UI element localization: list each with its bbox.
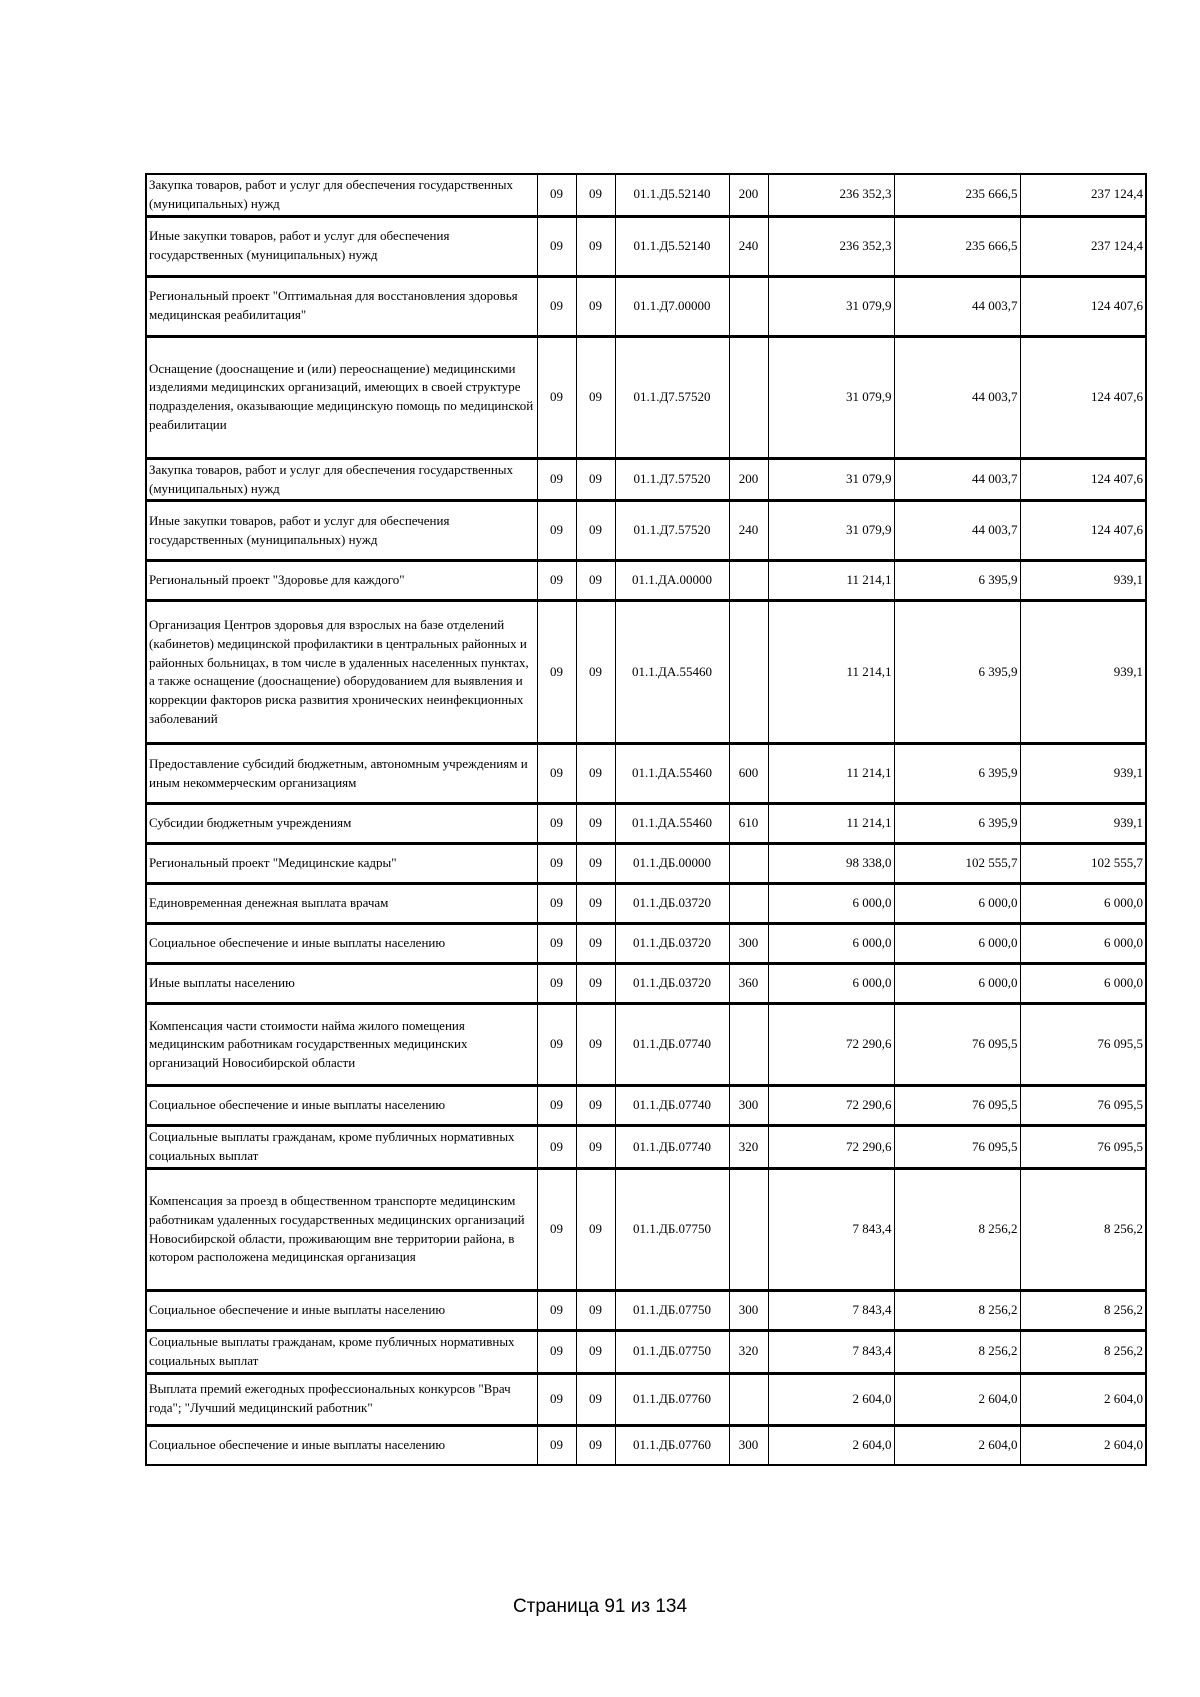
table-row xyxy=(146,844,1146,884)
table-cell-target-article: 01.1.ДБ.07740 xyxy=(615,1004,729,1086)
table-cell-target-article: 01.1.ДБ.07750 xyxy=(615,1331,729,1374)
table-cell-amount-year2: 2 604,0 xyxy=(894,1425,1020,1465)
table-row xyxy=(146,964,1146,1004)
table-cell-amount-year1: 31 079,9 xyxy=(768,501,894,561)
table-cell-expense-type: 320 xyxy=(729,1331,768,1374)
table-cell-subsection: 09 xyxy=(576,744,615,804)
table-cell-amount-year1: 6 000,0 xyxy=(768,964,894,1004)
table-row xyxy=(146,276,1146,336)
table-cell-target-article: 01.1.ДБ.03720 xyxy=(615,924,729,964)
table-cell-section: 09 xyxy=(537,744,576,804)
table-cell-amount-year2: 44 003,7 xyxy=(894,336,1020,458)
table-cell-section: 09 xyxy=(537,561,576,601)
table-row xyxy=(146,1086,1146,1126)
table-cell-amount-year3: 8 256,2 xyxy=(1020,1291,1146,1331)
table-cell-amount-year3: 8 256,2 xyxy=(1020,1331,1146,1374)
table-cell-target-article: 01.1.ДБ.07740 xyxy=(615,1086,729,1126)
table-cell-name: Региональный проект "Медицинские кадры" xyxy=(146,844,537,884)
table-cell-section: 09 xyxy=(537,216,576,276)
table-cell-section: 09 xyxy=(537,844,576,884)
table-cell-subsection: 09 xyxy=(576,1373,615,1425)
table-cell-amount-year3: 237 124,4 xyxy=(1020,216,1146,276)
table-cell-amount-year2: 102 555,7 xyxy=(894,844,1020,884)
table-cell-amount-year1: 11 214,1 xyxy=(768,744,894,804)
table-row xyxy=(146,924,1146,964)
table-cell-section: 09 xyxy=(537,336,576,458)
table-row xyxy=(146,561,1146,601)
table-cell-section: 09 xyxy=(537,1331,576,1374)
table-cell-amount-year3: 6 000,0 xyxy=(1020,884,1146,924)
table-cell-amount-year1: 31 079,9 xyxy=(768,458,894,501)
table-row xyxy=(146,1004,1146,1086)
table-cell-amount-year1: 31 079,9 xyxy=(768,276,894,336)
table-row xyxy=(146,501,1146,561)
table-cell-amount-year1: 236 352,3 xyxy=(768,216,894,276)
table-cell-amount-year3: 76 095,5 xyxy=(1020,1086,1146,1126)
table-cell-amount-year3: 2 604,0 xyxy=(1020,1373,1146,1425)
table-cell-amount-year3: 76 095,5 xyxy=(1020,1126,1146,1169)
table-cell-target-article: 01.1.ДБ.07750 xyxy=(615,1169,729,1291)
table-cell-subsection: 09 xyxy=(576,1425,615,1465)
table-cell-expense-type: 300 xyxy=(729,1425,768,1465)
table-cell-amount-year3: 939,1 xyxy=(1020,804,1146,844)
table-cell-amount-year3: 2 604,0 xyxy=(1020,1425,1146,1465)
table-cell-name: Организация Центров здоровья для взрослых на базе отделений (кабинетов) медицинской профилактики в центральных районных и районных больницах, в том числе в удаленных населенных пунктах, а также оснащение (дооснащение) оборудованием для выявления и коррекции факторов риска развития хронических неинфекционных заболеваний xyxy=(146,601,537,744)
table-cell-name: Региональный проект "Здоровье для каждого" xyxy=(146,561,537,601)
table-cell-amount-year2: 6 395,9 xyxy=(894,561,1020,601)
table-cell-amount-year3: 6 000,0 xyxy=(1020,964,1146,1004)
table-cell-amount-year1: 72 290,6 xyxy=(768,1004,894,1086)
table-cell-expense-type: 320 xyxy=(729,1126,768,1169)
table-cell-subsection: 09 xyxy=(576,804,615,844)
table-cell-amount-year2: 8 256,2 xyxy=(894,1169,1020,1291)
table-cell-target-article: 01.1.ДБ.03720 xyxy=(615,964,729,1004)
table-cell-name: Социальное обеспечение и иные выплаты населению xyxy=(146,1086,537,1126)
table-cell-target-article: 01.1.ДБ.07740 xyxy=(615,1126,729,1169)
table-row xyxy=(146,216,1146,276)
table-row xyxy=(146,1126,1146,1169)
table-cell-section: 09 xyxy=(537,964,576,1004)
table-cell-amount-year2: 6 000,0 xyxy=(894,924,1020,964)
table-cell-section: 09 xyxy=(537,1086,576,1126)
table-cell-subsection: 09 xyxy=(576,601,615,744)
table-cell-amount-year2: 6 395,9 xyxy=(894,601,1020,744)
table-cell-expense-type xyxy=(729,336,768,458)
table-cell-amount-year1: 6 000,0 xyxy=(768,924,894,964)
table-cell-section: 09 xyxy=(537,1425,576,1465)
table-cell-expense-type: 300 xyxy=(729,1086,768,1126)
table-cell-target-article: 01.1.ДА.55460 xyxy=(615,601,729,744)
table-cell-target-article: 01.1.ДА.55460 xyxy=(615,804,729,844)
table-cell-name: Субсидии бюджетным учреждениям xyxy=(146,804,537,844)
table-cell-subsection: 09 xyxy=(576,1086,615,1126)
table-cell-amount-year1: 11 214,1 xyxy=(768,561,894,601)
table-cell-expense-type: 300 xyxy=(729,1291,768,1331)
table-row xyxy=(146,174,1146,216)
table-cell-amount-year3: 102 555,7 xyxy=(1020,844,1146,884)
table-cell-section: 09 xyxy=(537,884,576,924)
table-cell-subsection: 09 xyxy=(576,216,615,276)
table-cell-amount-year1: 31 079,9 xyxy=(768,336,894,458)
table-row xyxy=(146,601,1146,744)
table-cell-amount-year2: 6 000,0 xyxy=(894,884,1020,924)
table-cell-amount-year1: 72 290,6 xyxy=(768,1126,894,1169)
table-row xyxy=(146,1291,1146,1331)
table-cell-name: Закупка товаров, работ и услуг для обеспечения государственных (муниципальных) нужд xyxy=(146,458,537,501)
table-cell-target-article: 01.1.ДБ.07760 xyxy=(615,1373,729,1425)
table-cell-name: Закупка товаров, работ и услуг для обеспечения государственных (муниципальных) нужд xyxy=(146,174,537,216)
table-cell-expense-type xyxy=(729,844,768,884)
table-cell-amount-year1: 7 843,4 xyxy=(768,1169,894,1291)
table-cell-target-article: 01.1.Д5.52140 xyxy=(615,216,729,276)
table-cell-name: Региональный проект "Оптимальная для восстановления здоровья медицинская реабилитация" xyxy=(146,276,537,336)
table-cell-name: Компенсация за проезд в общественном транспорте медицинским работникам удаленных государственных медицинских организаций Новосибирской области, проживающим вне территории района, в котором расположена медицинская организация xyxy=(146,1169,537,1291)
table-cell-amount-year3: 124 407,6 xyxy=(1020,458,1146,501)
table-cell-amount-year1: 72 290,6 xyxy=(768,1086,894,1126)
table-cell-expense-type: 240 xyxy=(729,216,768,276)
table-cell-amount-year2: 44 003,7 xyxy=(894,458,1020,501)
table-cell-name: Иные закупки товаров, работ и услуг для обеспечения государственных (муниципальных) нужд xyxy=(146,501,537,561)
table-cell-target-article: 01.1.Д5.52140 xyxy=(615,174,729,216)
table-cell-amount-year1: 98 338,0 xyxy=(768,844,894,884)
table-cell-target-article: 01.1.Д7.57520 xyxy=(615,501,729,561)
table-cell-amount-year1: 2 604,0 xyxy=(768,1425,894,1465)
table-cell-name: Компенсация части стоимости найма жилого помещения медицинским работникам государственных медицинских организаций Новосибирской области xyxy=(146,1004,537,1086)
table-cell-expense-type: 300 xyxy=(729,924,768,964)
table-cell-amount-year3: 6 000,0 xyxy=(1020,924,1146,964)
table-cell-expense-type xyxy=(729,561,768,601)
table-cell-subsection: 09 xyxy=(576,1331,615,1374)
table-cell-amount-year3: 939,1 xyxy=(1020,744,1146,804)
table-row xyxy=(146,1169,1146,1291)
table-cell-expense-type: 610 xyxy=(729,804,768,844)
table-cell-expense-type xyxy=(729,1004,768,1086)
table-cell-name: Социальное обеспечение и иные выплаты населению xyxy=(146,1425,537,1465)
table-cell-amount-year3: 939,1 xyxy=(1020,561,1146,601)
table-cell-name: Предоставление субсидий бюджетным, автономным учреждениям и иным некоммерческим организациям xyxy=(146,744,537,804)
table-cell-section: 09 xyxy=(537,924,576,964)
table-cell-name: Социальные выплаты гражданам, кроме публичных нормативных социальных выплат xyxy=(146,1331,537,1374)
table-cell-section: 09 xyxy=(537,458,576,501)
table-cell-amount-year2: 6 395,9 xyxy=(894,744,1020,804)
table-cell-name: Выплата премий ежегодных профессиональных конкурсов "Врач года"; "Лучший медицинский работник" xyxy=(146,1373,537,1425)
table-cell-expense-type xyxy=(729,276,768,336)
table-cell-amount-year1: 7 843,4 xyxy=(768,1291,894,1331)
table-cell-amount-year2: 76 095,5 xyxy=(894,1004,1020,1086)
table-cell-target-article: 01.1.ДА.55460 xyxy=(615,744,729,804)
table-cell-expense-type: 360 xyxy=(729,964,768,1004)
table-cell-amount-year1: 236 352,3 xyxy=(768,174,894,216)
table-cell-name: Иные выплаты населению xyxy=(146,964,537,1004)
table-cell-amount-year2: 235 666,5 xyxy=(894,216,1020,276)
table-cell-subsection: 09 xyxy=(576,1169,615,1291)
table-cell-name: Социальное обеспечение и иные выплаты населению xyxy=(146,1291,537,1331)
table-cell-subsection: 09 xyxy=(576,501,615,561)
page-number: Страница 91 из 134 xyxy=(512,1596,688,1617)
table-cell-target-article: 01.1.ДБ.07760 xyxy=(615,1425,729,1465)
table-cell-section: 09 xyxy=(537,174,576,216)
table-row xyxy=(146,1425,1146,1465)
table-cell-section: 09 xyxy=(537,1126,576,1169)
table-cell-target-article: 01.1.ДБ.07750 xyxy=(615,1291,729,1331)
table-cell-subsection: 09 xyxy=(576,561,615,601)
table-cell-expense-type xyxy=(729,1373,768,1425)
table-row xyxy=(146,336,1146,458)
table-cell-subsection: 09 xyxy=(576,844,615,884)
table-cell-amount-year2: 8 256,2 xyxy=(894,1291,1020,1331)
table-cell-subsection: 09 xyxy=(576,1291,615,1331)
table-row xyxy=(146,804,1146,844)
table-cell-target-article: 01.1.Д7.57520 xyxy=(615,458,729,501)
table-cell-section: 09 xyxy=(537,501,576,561)
table-cell-amount-year2: 76 095,5 xyxy=(894,1086,1020,1126)
table-cell-expense-type: 600 xyxy=(729,744,768,804)
table-cell-subsection: 09 xyxy=(576,1126,615,1169)
budget-table xyxy=(145,173,1147,1466)
table-cell-name: Социальное обеспечение и иные выплаты населению xyxy=(146,924,537,964)
table-cell-name: Оснащение (дооснащение и (или) переоснащение) медицинскими изделиями медицинских организаций, имеющих в своей структуре подразделения, оказывающие медицинскую помощь по медицинской реабилитации xyxy=(146,336,537,458)
table-cell-amount-year1: 11 214,1 xyxy=(768,601,894,744)
table-cell-target-article: 01.1.ДБ.00000 xyxy=(615,844,729,884)
table-cell-section: 09 xyxy=(537,1291,576,1331)
table-cell-target-article: 01.1.ДБ.03720 xyxy=(615,884,729,924)
table-cell-amount-year3: 124 407,6 xyxy=(1020,501,1146,561)
table-cell-section: 09 xyxy=(537,1169,576,1291)
table-row xyxy=(146,1373,1146,1425)
table-cell-amount-year1: 7 843,4 xyxy=(768,1331,894,1374)
table-cell-amount-year1: 2 604,0 xyxy=(768,1373,894,1425)
table-cell-amount-year3: 237 124,4 xyxy=(1020,174,1146,216)
table-cell-amount-year1: 11 214,1 xyxy=(768,804,894,844)
table-cell-amount-year3: 939,1 xyxy=(1020,601,1146,744)
table-cell-name: Социальные выплаты гражданам, кроме публичных нормативных социальных выплат xyxy=(146,1126,537,1169)
table-cell-amount-year2: 235 666,5 xyxy=(894,174,1020,216)
table-cell-expense-type xyxy=(729,1169,768,1291)
table-row xyxy=(146,458,1146,501)
table-row xyxy=(146,884,1146,924)
table-cell-amount-year2: 76 095,5 xyxy=(894,1126,1020,1169)
table-cell-section: 09 xyxy=(537,601,576,744)
table-cell-target-article: 01.1.Д7.00000 xyxy=(615,276,729,336)
table-cell-amount-year3: 8 256,2 xyxy=(1020,1169,1146,1291)
table-cell-amount-year3: 76 095,5 xyxy=(1020,1004,1146,1086)
table-cell-subsection: 09 xyxy=(576,1004,615,1086)
table-cell-expense-type: 200 xyxy=(729,174,768,216)
table-cell-amount-year3: 124 407,6 xyxy=(1020,336,1146,458)
table-cell-expense-type: 200 xyxy=(729,458,768,501)
table-cell-subsection: 09 xyxy=(576,964,615,1004)
table-cell-subsection: 09 xyxy=(576,174,615,216)
table-cell-amount-year2: 44 003,7 xyxy=(894,276,1020,336)
table-cell-section: 09 xyxy=(537,276,576,336)
table-body xyxy=(146,174,1146,1465)
table-cell-amount-year2: 2 604,0 xyxy=(894,1373,1020,1425)
table-cell-subsection: 09 xyxy=(576,458,615,501)
table-cell-amount-year2: 8 256,2 xyxy=(894,1331,1020,1374)
table-cell-amount-year3: 124 407,6 xyxy=(1020,276,1146,336)
table-cell-target-article: 01.1.Д7.57520 xyxy=(615,336,729,458)
table-cell-section: 09 xyxy=(537,1004,576,1086)
table-cell-name: Единовременная денежная выплата врачам xyxy=(146,884,537,924)
table-cell-subsection: 09 xyxy=(576,276,615,336)
table-cell-amount-year1: 6 000,0 xyxy=(768,884,894,924)
table-cell-target-article: 01.1.ДА.00000 xyxy=(615,561,729,601)
table-cell-expense-type xyxy=(729,884,768,924)
table-cell-subsection: 09 xyxy=(576,336,615,458)
table-row xyxy=(146,1331,1146,1374)
table-cell-section: 09 xyxy=(537,804,576,844)
table-cell-name: Иные закупки товаров, работ и услуг для обеспечения государственных (муниципальных) нужд xyxy=(146,216,537,276)
table-cell-section: 09 xyxy=(537,1373,576,1425)
table-row xyxy=(146,744,1146,804)
table-cell-amount-year2: 44 003,7 xyxy=(894,501,1020,561)
table-cell-subsection: 09 xyxy=(576,884,615,924)
table-cell-subsection: 09 xyxy=(576,924,615,964)
table-cell-expense-type: 240 xyxy=(729,501,768,561)
table-cell-amount-year2: 6 395,9 xyxy=(894,804,1020,844)
table-cell-amount-year2: 6 000,0 xyxy=(894,964,1020,1004)
table-cell-expense-type xyxy=(729,601,768,744)
